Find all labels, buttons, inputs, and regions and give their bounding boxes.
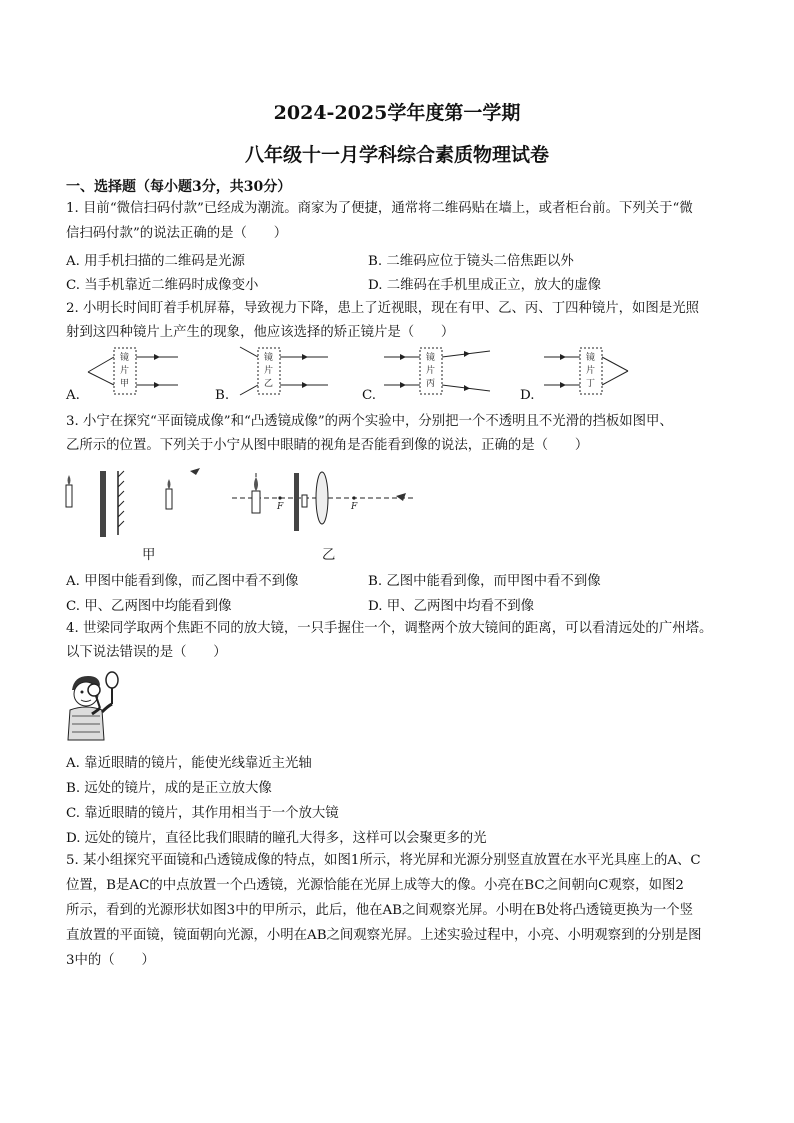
q2-lens-diagram-a xyxy=(80,345,190,395)
q2-lens-d-char2: 片 xyxy=(586,366,596,376)
q2-lens-d-char1: 镜 xyxy=(586,353,596,363)
q2-lens-a-char3: 甲 xyxy=(120,379,130,389)
q4-stem-line1: 4. 世梁同学取两个焦距不同的放大镜，一只手握住一个，调整两个放大镜间的距离，可以看清远处的广州塔。 xyxy=(66,621,713,636)
q4-stem-line2: 以下说法错误的是（ ） xyxy=(66,645,227,660)
q1-stem-line1: 1. 目前“微信扫码付款”已经成为潮流。商家为了便捷，通常将二维码贴在墙上，或者柜台前。下列关于“微 xyxy=(66,201,693,216)
q5-stem-line2: 位置，B是AC的中点放置一个凸透镜，光源恰能在光屏上成等大的像。小亮在BC之间朝向C观察，如图2 xyxy=(66,878,684,893)
q2-lens-diagram-c xyxy=(380,345,500,395)
q3-option-b: B. 乙图中能看到像，而甲图中看不到像 xyxy=(368,574,601,589)
q2-label-a: A. xyxy=(66,388,80,403)
q2-lens-c-char2: 片 xyxy=(426,366,436,376)
q5-stem-line3: 所示，看到的光源形状如图3中的甲所示，此后，他在AB之间观察光屏。小明在B处将凸透镜更换为一个竖 xyxy=(66,903,694,918)
q1-option-a: A. 用手机扫描的二维码是光源 xyxy=(66,254,245,269)
q3-option-d: D. 甲、乙两图中均看不到像 xyxy=(368,599,535,614)
q4-boy-with-magnifiers-illustration xyxy=(62,670,128,742)
q3-figure-label-yi: 乙 xyxy=(322,548,336,563)
q2-lens-a-char2: 片 xyxy=(120,366,130,376)
q1-option-b: B. 二维码应位于镜头二倍焦距以外 xyxy=(368,254,574,269)
q1-option-c: C. 当手机靠近二维码时成像变小 xyxy=(66,278,259,293)
q3-figure-yi-convex-lens xyxy=(228,465,418,540)
q3-option-a: A. 甲图中能看到像，而乙图中看不到像 xyxy=(66,574,299,589)
q2-label-d: D. xyxy=(520,388,535,403)
q3-stem-line1: 3. 小宁在探究“平面镜成像”和“凸透镜成像”的两个实验中，分别把一个不透明且不光滑的挡板如图甲、 xyxy=(66,414,673,429)
q2-lens-diagram-d xyxy=(540,345,650,395)
q3-figure-label-jia: 甲 xyxy=(142,548,156,563)
q2-stem-line2: 射到这四种镜片上产生的现象，他应该选择的矫正镜片是（ ） xyxy=(66,325,455,340)
q1-option-d: D. 二维码在手机里成正立，放大的虚像 xyxy=(368,278,602,293)
exam-title-main: 八年级十一月学科综合素质物理试卷 xyxy=(244,144,549,166)
q2-lens-c-char1: 镜 xyxy=(426,353,436,363)
q2-lens-b-char3: 乙 xyxy=(264,379,274,389)
q4-option-b: B. 远处的镜片，成的是正立放大像 xyxy=(66,781,272,796)
q2-lens-d-char3: 丁 xyxy=(586,379,596,389)
q2-lens-diagram-b xyxy=(232,345,342,395)
exam-title-year: 2024-2025学年度第一学期 xyxy=(273,102,521,124)
q2-lens-b-char1: 镜 xyxy=(264,353,274,363)
q5-stem-line5: 3中的（ ） xyxy=(66,953,155,968)
section-heading: 一、选择题（每小题3分，共30分） xyxy=(66,179,292,195)
q2-lens-a-char1: 镜 xyxy=(120,353,130,363)
q2-lens-c-char3: 丙 xyxy=(426,379,436,389)
q3-figure-jia-plane-mirror xyxy=(62,465,212,540)
q3-focal-left: F xyxy=(277,502,284,512)
q4-option-c: C. 靠近眼睛的镜片，其作用相当于一个放大镜 xyxy=(66,806,339,821)
q1-stem-line2: 信扫码付款”的说法正确的是（ ） xyxy=(66,226,288,241)
q2-label-b: B. xyxy=(215,388,230,403)
q5-stem-line4: 直放置的平面镜，镜面朝向光源，小明在AB之间观察光屏。上述实验过程中，小亮、小明观察到的分别是图 xyxy=(66,928,702,943)
q3-option-c: C. 甲、乙两图中均能看到像 xyxy=(66,599,232,614)
q4-option-a: A. 靠近眼睛的镜片，能使光线靠近主光轴 xyxy=(66,756,312,771)
q3-stem-line2: 乙所示的位置。下列关于小宁从图中眼睛的视角是否能看到像的说法，正确的是（ ） xyxy=(66,438,589,453)
q5-stem-line1: 5. 某小组探究平面镜和凸透镜成像的特点，如图1所示，将光屏和光源分别竖直放置在水平光具座上的A、C xyxy=(66,853,701,868)
q2-label-c: C. xyxy=(362,388,377,403)
q2-stem-line1: 2. 小明长时间盯着手机屏幕，导致视力下降，患上了近视眼，现在有甲、乙、丙、丁四种镜片，如图是光照 xyxy=(66,301,699,316)
q4-option-d: D. 远处的镜片，直径比我们眼睛的瞳孔大得多，这样可以会聚更多的光 xyxy=(66,831,487,846)
q3-focal-right: F xyxy=(351,502,358,512)
q2-lens-b-char2: 片 xyxy=(264,366,274,376)
